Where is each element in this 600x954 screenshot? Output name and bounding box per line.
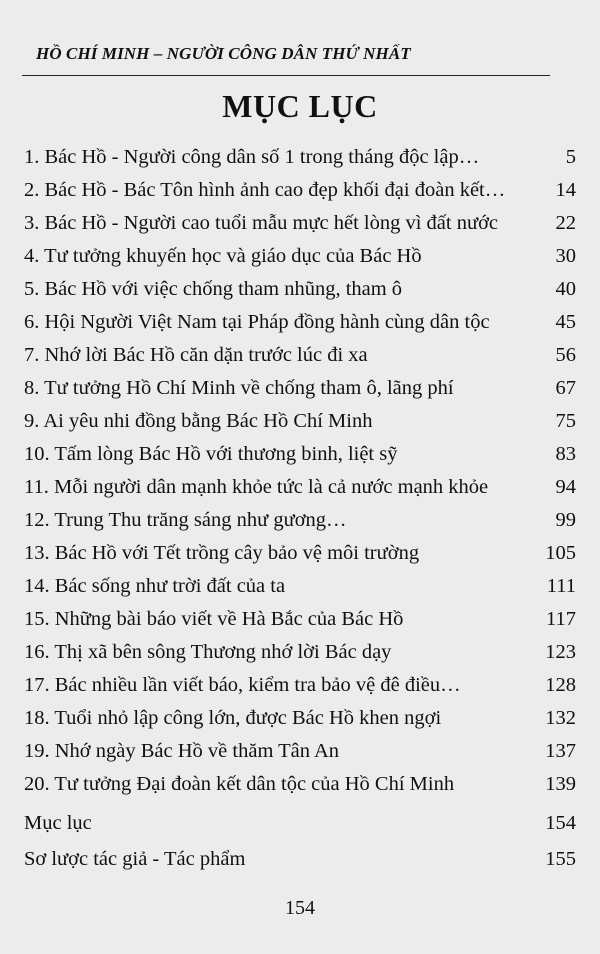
toc-entry — [0, 339, 600, 372]
toc-entry-title: 2. Bác Hồ - Bác Tôn hình ảnh cao đẹp khối đại đoàn kết… — [24, 179, 506, 201]
toc-entry-title: 7. Nhớ lời Bác Hồ căn dặn trước lúc đi xa — [24, 344, 368, 366]
toc-entry-title: Mục lục — [24, 812, 92, 834]
toc-entry — [0, 372, 600, 405]
toc-entry-page: 14 — [555, 179, 576, 201]
toc-entry-page: 22 — [555, 212, 576, 234]
toc-list — [0, 141, 600, 877]
toc-entry-title: 4. Tư tưởng khuyến học và giáo dục của Bác Hồ — [24, 245, 422, 267]
toc-entry-title: 18. Tuổi nhỏ lập công lớn, được Bác Hồ khen ngợi — [24, 707, 442, 729]
toc-entry-page: 111 — [546, 575, 576, 597]
toc-entry — [0, 405, 600, 438]
toc-entry — [0, 240, 600, 273]
toc-entry-title: 19. Nhớ ngày Bác Hồ về thăm Tân An — [24, 740, 340, 762]
toc-entry-page: 105 — [545, 542, 576, 564]
toc-entry-title: 8. Tư tưởng Hồ Chí Minh về chống tham ô, lãng phí — [24, 377, 454, 399]
toc-entry-page: 155 — [545, 848, 576, 870]
toc-entry-page: 45 — [555, 311, 576, 333]
toc-entry — [0, 504, 600, 537]
toc-entry — [0, 174, 600, 207]
toc-entry-page: 67 — [555, 377, 576, 399]
header-divider — [22, 75, 550, 76]
toc-entry-title: 9. Ai yêu nhi đồng bằng Bác Hồ Chí Minh — [24, 410, 373, 432]
toc-entry — [0, 735, 600, 768]
toc-entry — [0, 438, 600, 471]
page-number: 154 — [285, 897, 315, 919]
toc-entry-title: 10. Tấm lòng Bác Hồ với thương binh, liệt sỹ — [24, 443, 398, 465]
toc-entry-page: 117 — [546, 608, 576, 630]
toc-entry-page: 154 — [545, 812, 576, 834]
toc-title: MỤC LỤC — [222, 88, 378, 124]
toc-entry — [0, 537, 600, 570]
toc-entry-page: 128 — [545, 674, 576, 696]
toc-entry-title: 13. Bác Hồ với Tết trồng cây bảo vệ môi trường — [24, 542, 420, 564]
toc-entry-title: 12. Trung Thu trăng sáng như gương… — [24, 509, 347, 531]
toc-entry-title: 15. Những bài báo viết về Hà Bắc của Bác Hồ — [24, 608, 404, 630]
toc-entry-title: 3. Bác Hồ - Người cao tuổi mẫu mực hết lòng vì đất nước — [24, 212, 499, 234]
toc-entry-page: 132 — [545, 707, 576, 729]
toc-entry-page: 94 — [555, 476, 576, 498]
toc-entry-title: 5. Bác Hồ với việc chống tham nhũng, tham ô — [24, 278, 403, 300]
toc-entry-page: 56 — [555, 344, 576, 366]
toc-entry-page: 139 — [545, 773, 576, 795]
toc-entry-page: 5 — [565, 146, 576, 168]
toc-entry — [0, 636, 600, 669]
toc-entry — [0, 669, 600, 702]
toc-entry-title: Sơ lược tác giả - Tác phẩm — [24, 848, 246, 870]
toc-entry-title: 11. Mỗi người dân mạnh khỏe tức là cả nước mạnh khỏe — [24, 476, 489, 498]
toc-entry — [0, 471, 600, 504]
toc-entry-page: 83 — [555, 443, 576, 465]
toc-entry-page: 40 — [555, 278, 576, 300]
toc-entry — [0, 273, 600, 306]
toc-entry-title: 14. Bác sống như trời đất của ta — [24, 575, 286, 597]
running-header: HỒ CHÍ MINH – NGƯỜI CÔNG DÂN THỨ NHẤT — [36, 44, 411, 63]
toc-entry — [0, 141, 600, 174]
toc-entry-title: 20. Tư tưởng Đại đoàn kết dân tộc của Hồ Chí Minh — [24, 773, 455, 795]
toc-entry — [0, 603, 600, 636]
toc-entry — [0, 570, 600, 603]
toc-entry-page: 75 — [555, 410, 576, 432]
toc-entry-title: 16. Thị xã bên sông Thương nhớ lời Bác dạy — [24, 641, 392, 663]
toc-entry — [0, 841, 600, 877]
toc-entry-title: 1. Bác Hồ - Người công dân số 1 trong tháng độc lập… — [24, 146, 480, 168]
toc-entry — [0, 805, 600, 841]
toc-entry-title: 6. Hội Người Việt Nam tại Pháp đồng hành cùng dân tộc — [24, 311, 490, 333]
toc-entry-title: 17. Bác nhiều lần viết báo, kiểm tra bảo vệ đê điều… — [24, 674, 461, 696]
toc-entry-page: 137 — [545, 740, 576, 762]
toc-entry — [0, 768, 600, 801]
toc-entry — [0, 702, 600, 735]
toc-entry-page: 30 — [555, 245, 576, 267]
toc-entry — [0, 207, 600, 240]
toc-entry — [0, 306, 600, 339]
toc-entry-page: 99 — [555, 509, 576, 531]
toc-entry-page: 123 — [545, 641, 576, 663]
